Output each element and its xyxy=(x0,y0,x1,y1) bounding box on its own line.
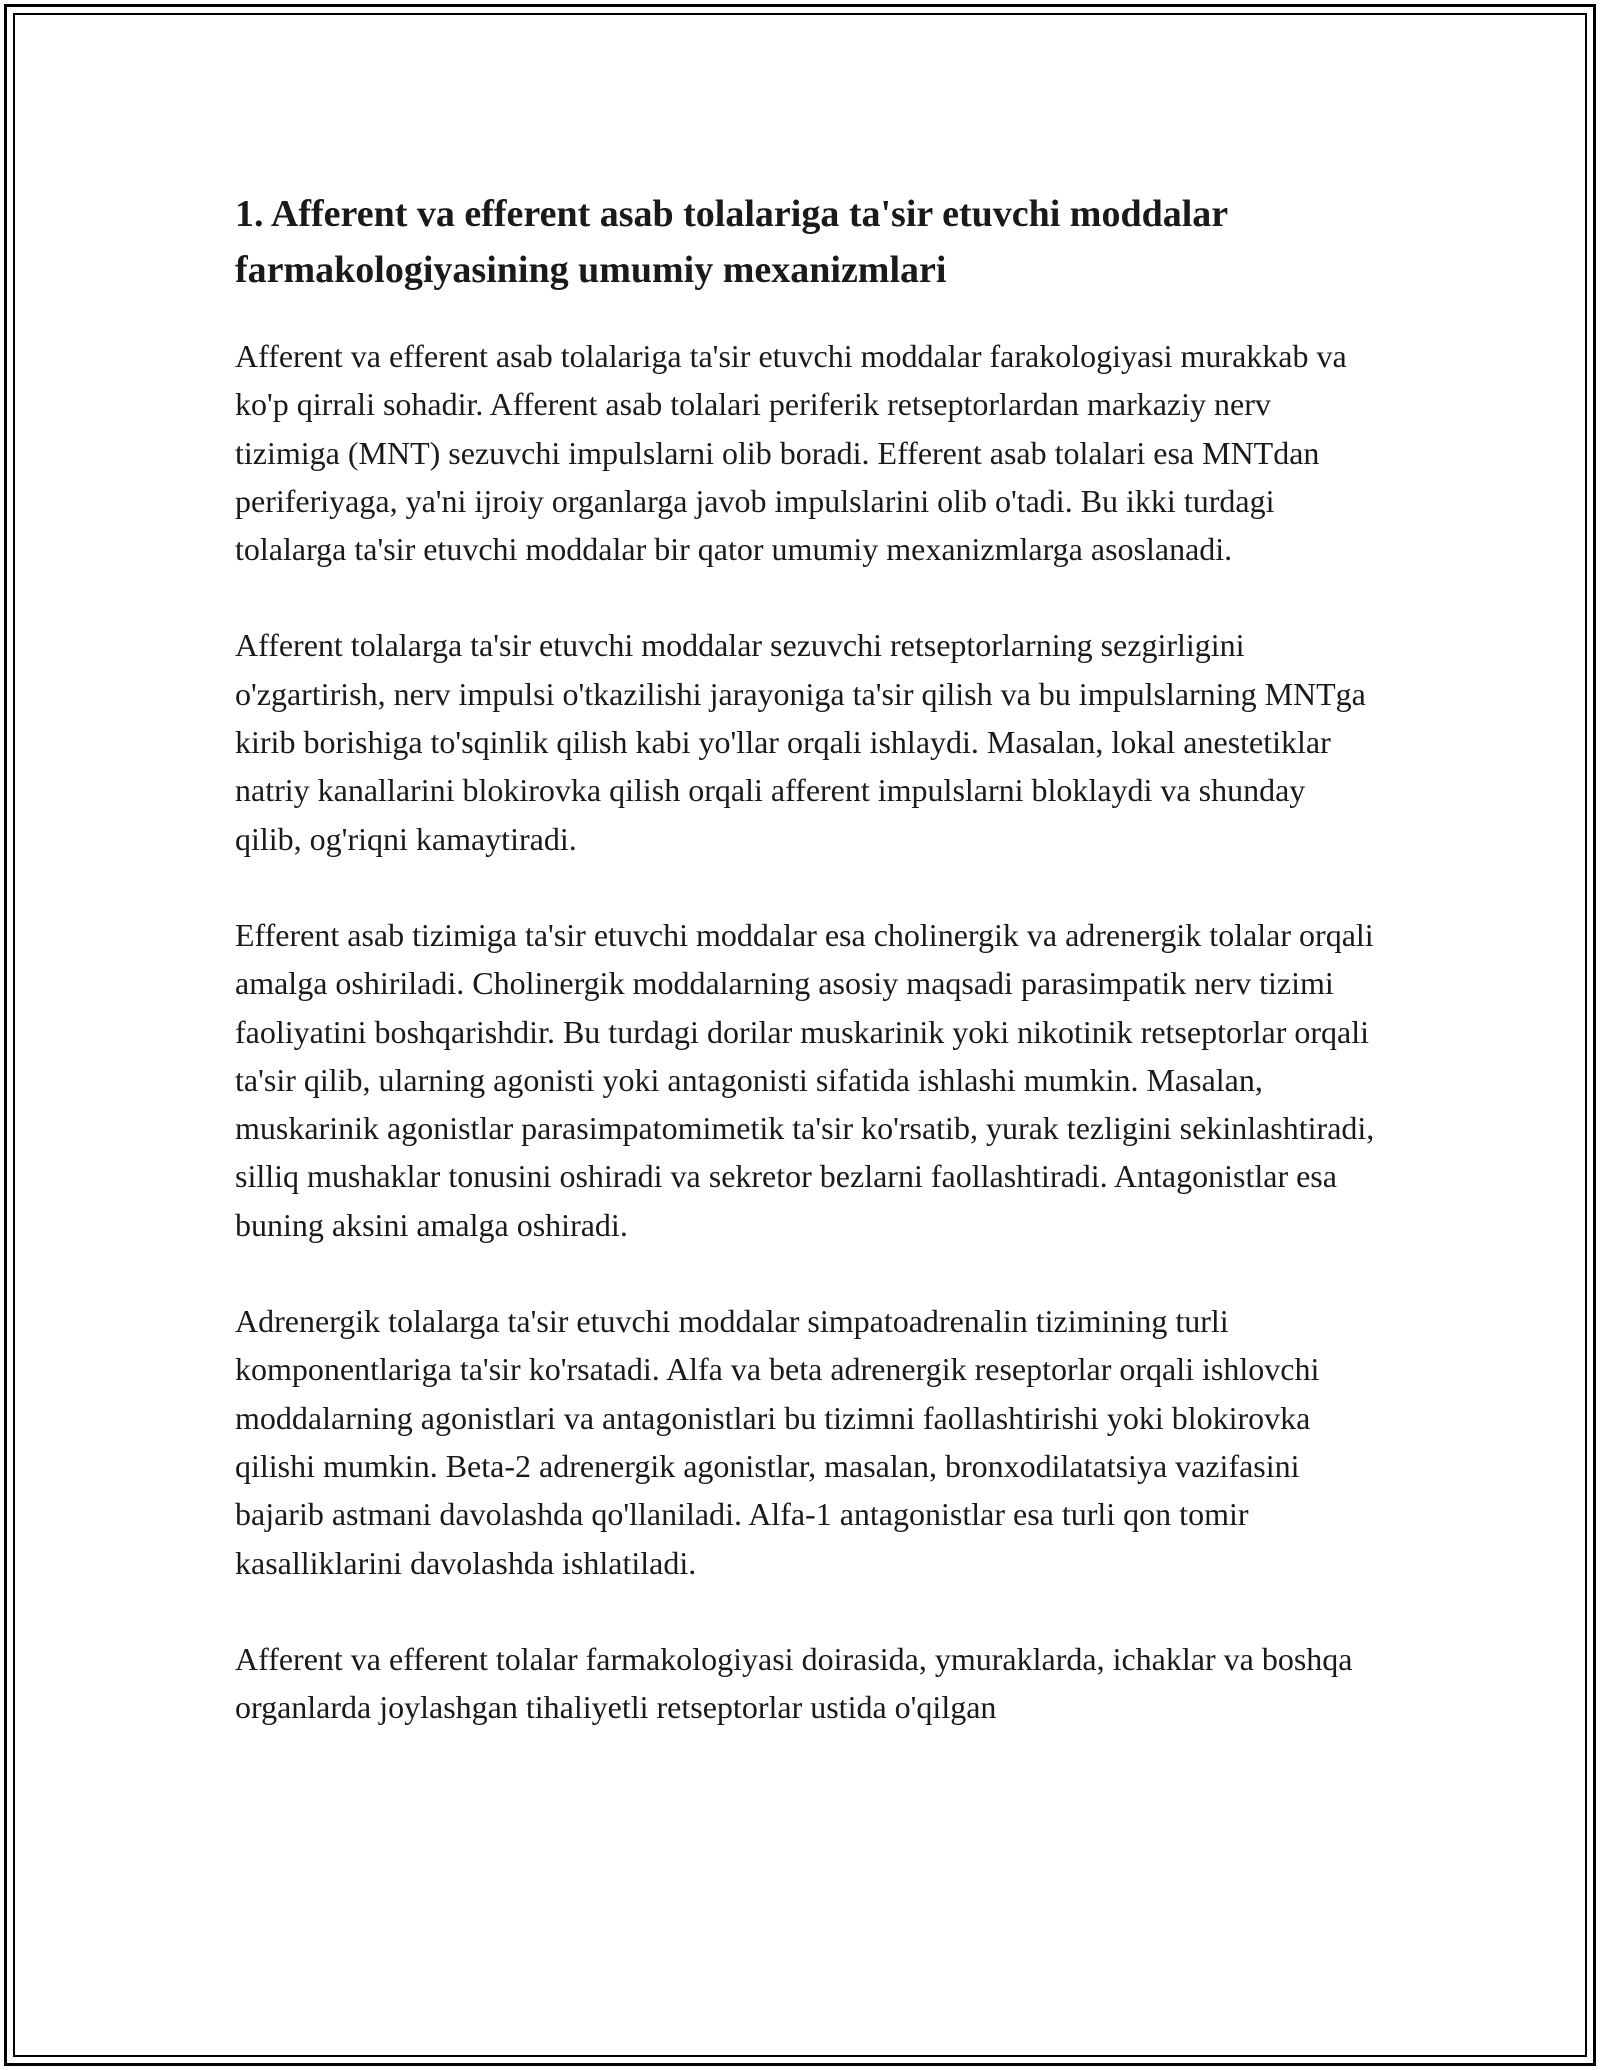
paragraph-afferent-efferent-overview: Afferent va efferent asab tolalariga ta'sir etuvchi moddalar farakologiyasi murakkab va ko'p qirrali sohadir. Afferent asab tolalari periferik retseptorlardan markaziy nerv tizimiga (MNT) sezuvchi impulslarni olib boradi. Efferent asab tolalari esa MNTdan periferiyaga, ya'ni ijroiy organlarga javob impulslarini olib o'tadi. Bu ikki turdagi tolalarga ta'sir etuvchi moddalar bir qator umumiy mexanizmlarga asoslanadi. xyxy=(235,338,1347,568)
paragraph-afferent-fibers: Afferent tolalarga ta'sir etuvchi moddalar sezuvchi retseptorlarning sezgirligini o'zgartirish, nerv impulsi o'tkazilishi jarayoniga ta'sir qilish va bu impulslarning MNTga kirib borishiga to'sqinlik qilish kabi yo'llar orqali ishlaydi. Masalan, lokal anestetiklar natriy kanallarini blokirovka qilish orqali afferent impulslarni bloklaydi va shunday qilib, og'riqni kamaytiradi. xyxy=(235,627,1366,857)
paragraph-adrenergic: Adrenergik tolalarga ta'sir etuvchi moddalar simpatoadrenalin tizimining turli komponentlariga ta'sir ko'rsatadi. Alfa va beta adrenergik reseptorlar orqali ishlovchi moddalarning agonistlari va antagonistlari bu tizimni faollashtirishi yoki blokirovka qilishi mumkin. Beta-2 adrenergik agonistlar, masalan, bronxodilatatsiya vazifasini bajarib astmani davolashda qo'llaniladi. Alfa-1 antagonistlar esa turli qon tomir kasalliklarini davolashda ishlatiladi. xyxy=(235,1303,1320,1581)
paragraph-receptors-continued: Afferent va efferent tolalar farmakologiyasi doirasida, ymuraklarda, ichaklar va boshqa organlarda joylashgan tihaliyetli retseptorlar ustida o'qilgan xyxy=(235,1640,1353,1726)
section-heading: 1. Afferent va efferent asab tolalariga ta'sir etuvchi moddalar farmakologiyasining umumiy mexanizmlari xyxy=(235,193,1228,291)
document-body xyxy=(235,186,1375,1779)
paragraph-efferent-cholinergic: Efferent asab tizimiga ta'sir etuvchi moddalar esa cholinergik va adrenergik tolalar orqali amalga oshiriladi. Cholinergik moddalarning asosiy maqsadi parasimpatik nerv tizimi faoliyatini boshqarishdir. Bu turdagi dorilar muskarinik yoki nikotinik retseptorlar orqali ta'sir qilib, ularning agonisti yoki antagonisti sifatida ishlashi mumkin. Masalan, muskarinik agonistlar parasimpatomimetik ta'sir ko'rsatib, yurak tezligini sekinlashtiradi, silliq mushaklar tonusini oshiradi va sekretor bezlarni faollashtiradi. Antagonistlar esa buning aksini amalga oshiradi. xyxy=(235,916,1375,1243)
